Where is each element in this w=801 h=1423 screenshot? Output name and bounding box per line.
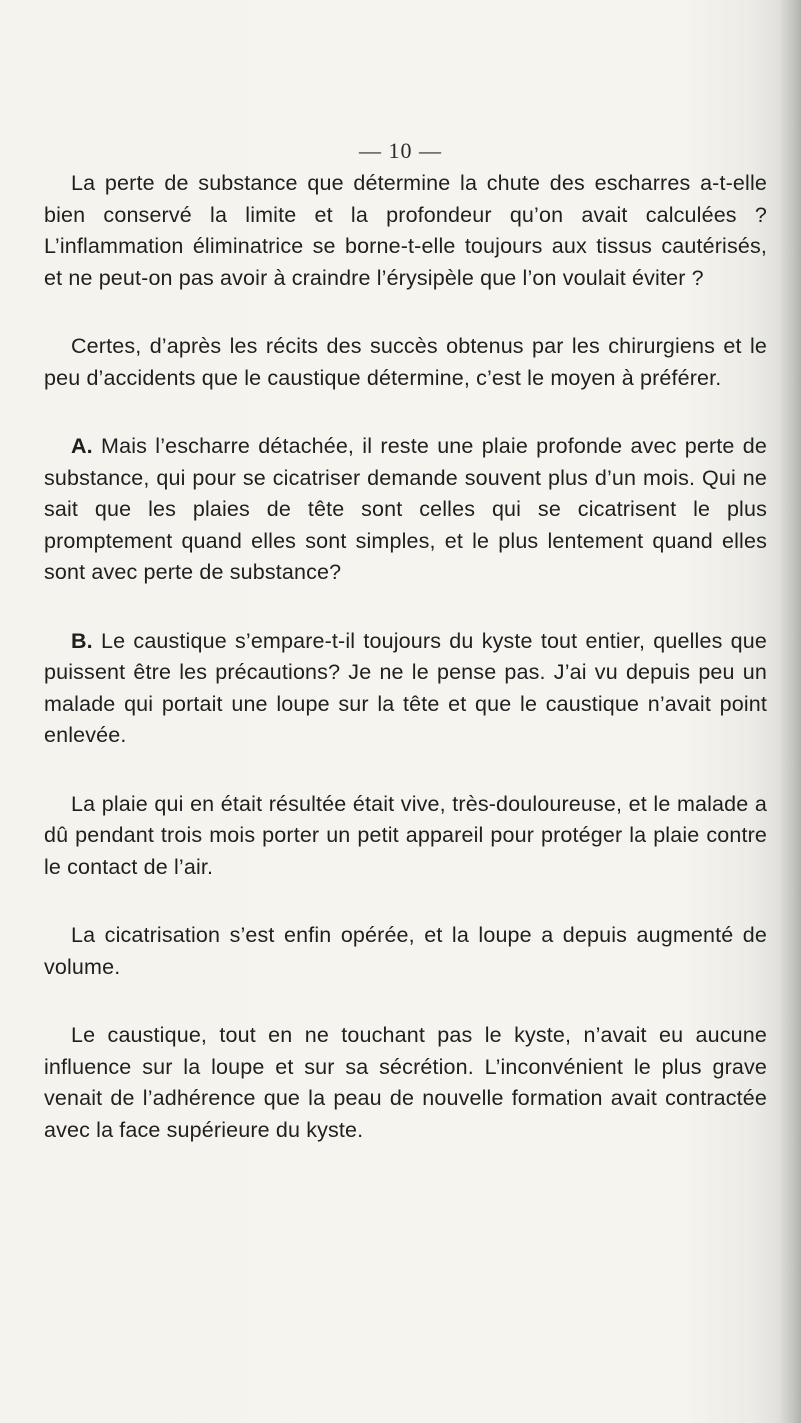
paragraph-7-text: Le caustique, tout en ne touchant pas le kyste, n’avait eu aucune influence sur la loupe et sur sa sécrétion. L’inconvénient le plus grave venait de l’adhérence que la peau de nouvelle formation avait contractée avec la face supérieure du kyste. — [44, 1023, 767, 1142]
paragraph-2-text: Certes, d’après les récits des succès obtenus par les chirurgiens et le peu d’accidents que le caustique détermine, c’est le moyen à préférer. — [44, 334, 767, 390]
paragraph-3 — [44, 431, 767, 589]
paragraph-7 — [44, 1020, 767, 1146]
page-number: — 10 — — [359, 138, 442, 163]
paragraph-5-text: La plaie qui en était résultée était vive, très-douloureuse, et le malade a dû pendant trois mois porter un petit appareil pour protéger la plaie contre le contact de l’air. — [44, 791, 767, 879]
paragraph-3-text: Mais l’escharre détachée, il reste une plaie profonde avec perte de substance, qui pour se cicatriser demande souvent plus d’un mois. Qui ne sait que les plaies de tête sont celles qui se cicatrisent le plus promptement quand elles sont simples, et le plus lentement quand elles sont avec perte de substance? — [44, 434, 767, 584]
paragraph-6-text: La cicatrisation s’est enfin opérée, et la loupe a depuis augmenté de volume. — [44, 923, 767, 979]
paragraph-4-text: Le caustique s’empare-t-il toujours du kyste tout entier, quelles que puissent être les précautions? Je ne le pense pas. J’ai vu depuis peu un malade qui portait une loupe sur la tête et que le caustique n’avait point enlevée. — [44, 628, 767, 747]
paragraph-1-text: La perte de substance que détermine la chute des escharres a-t-elle bien conservé la limite et la profondeur qu’on avait calculées ? L’inflammation éliminatrice se borne-t-elle toujours aux tissus cautérisés, et ne peut-on pas avoir à craindre l’érysipèle que l’on voulait éviter ? — [44, 171, 767, 290]
page-edge-shadow — [779, 0, 801, 1423]
paragraph-5 — [44, 789, 767, 884]
paragraph-2 — [44, 331, 767, 394]
body-text — [44, 168, 767, 1183]
paragraph-4 — [44, 626, 767, 752]
paragraph-3-marker: A. — [71, 434, 93, 458]
paragraph-6 — [44, 920, 767, 983]
paragraph-4-marker: B. — [71, 628, 93, 653]
paragraph-1 — [44, 168, 767, 294]
